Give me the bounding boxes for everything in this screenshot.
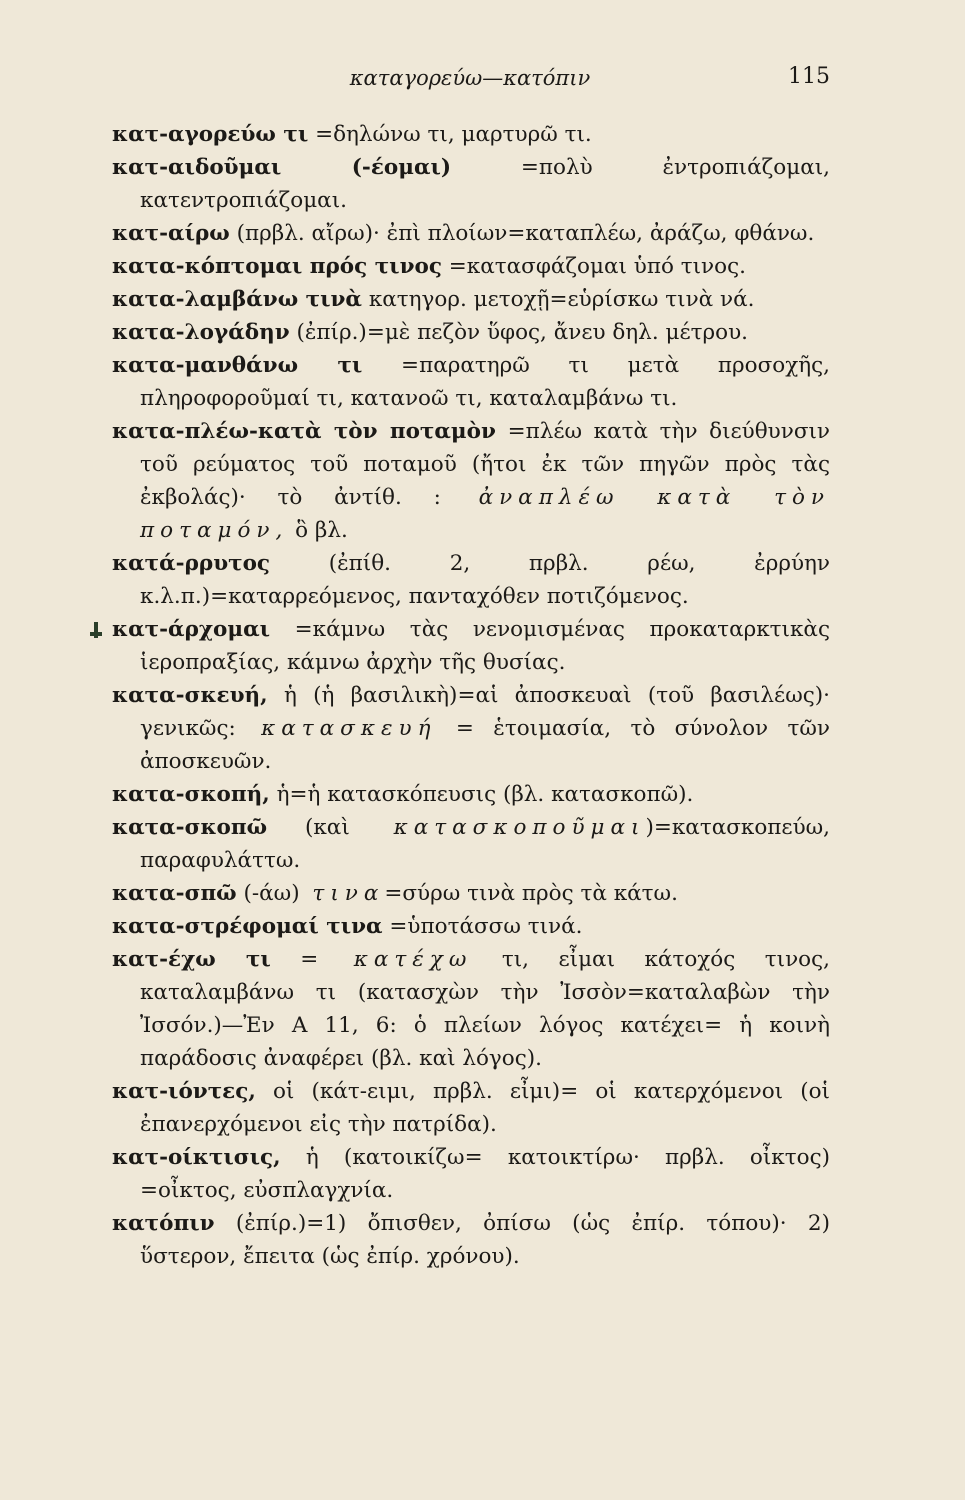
- entry-lemma: κατ-αγορεύω τι: [112, 122, 309, 147]
- dictionary-entry: [112, 943, 830, 1075]
- entry-lemma: κατα-λαμβάνω τινὰ: [112, 287, 362, 312]
- dictionary-entry: [112, 118, 830, 151]
- entry-lemma: κατ-έχω τι: [112, 947, 271, 972]
- entry-definition-tail: =σύρω τινὰ πρὸς τὰ κάτω.: [384, 881, 678, 906]
- entry-definition: (πρβλ. αἴρω)· ἐπὶ πλοίων=καταπλέω, ἀράζω, φθάνω.: [229, 221, 815, 246]
- dictionary-entry: [112, 811, 830, 877]
- dictionary-entry: [112, 316, 830, 349]
- entry-definition: (-άω): [236, 881, 300, 906]
- entry-definition: =πολὺ ἐντροπιάζομαι, κατεντροπιάζομαι.: [140, 155, 830, 213]
- entry-definition-tail: ὃ βλ.: [288, 518, 348, 543]
- entry-definition: ἡ (ἡ βασιλικὴ)=αἱ ἀποσκευαὶ (τοῦ βασιλέως)· γενικῶς:: [140, 683, 830, 741]
- dictionary-entry: [112, 613, 830, 679]
- entry-lemma: κατα-σπῶ: [112, 881, 237, 906]
- dictionary-entry: [112, 283, 830, 316]
- entry-lemma: κατ-αιδοῦμαι (-έομαι): [112, 155, 452, 180]
- entry-definition: κατηγορ. μετοχῇ=εὑρίσκω τινὰ νά.: [361, 287, 755, 312]
- dictionary-entry: [112, 778, 830, 811]
- dictionary-entry: [112, 217, 830, 250]
- entry-definition: =ὑποτάσσω τινά.: [382, 914, 583, 939]
- entry-lemma: κατ-ιόντες,: [112, 1079, 256, 1104]
- entry-definition: =: [270, 947, 319, 972]
- entry-definition-tail: τι, εἶμαι κάτοχός τινος, καταλαμβάνω τι (κατασχὼν τὴν Ἰσσὸν=καταλαβὼν τὴν Ἰσσόν.)—Ἐν Α 11, 6: ὁ πλείων λόγος κατέχει= ἡ κοινὴ παράδοσις ἀναφέρει (βλ. καὶ λόγος).: [140, 947, 830, 1071]
- dictionary-entry: [112, 1075, 830, 1141]
- entry-definition: (ἐπίρ.)=1) ὄπισθεν, ὀπίσω (ὡς ἐπίρ. τόπου)· 2) ὕστερον, ἔπειτα (ὡς ἐπίρ. χρόνου).: [140, 1211, 830, 1269]
- entry-lemma: κατα-σκοπῶ: [112, 815, 268, 840]
- entry-lemma: κατα-σκευή,: [112, 683, 268, 708]
- entry-lemma: κατ-αίρω: [112, 221, 230, 246]
- page-number: 115: [788, 64, 830, 89]
- dictionary-entry: [112, 415, 830, 547]
- entry-lemma: κατα-στρέφομαί τινα: [112, 914, 383, 939]
- entry-definition: =δηλώνω τι, μαρτυρῶ τι.: [308, 122, 592, 147]
- dictionary-entry: [112, 877, 830, 910]
- dictionary-entry: [112, 1141, 830, 1207]
- entry-definition-tail: )=κατασκοπεύω, παραφυλάττω.: [140, 815, 831, 873]
- entry-spaced-text: τινα: [299, 881, 385, 906]
- entry-definition: ἡ=ἡ κατασκόπευσις (βλ. κατασκοπῶ).: [269, 782, 694, 807]
- entry-spaced-text: ἀναπλέω κατὰ τὸν ποταμόν,: [140, 485, 830, 543]
- dictionary-entry: [112, 151, 830, 217]
- dictionary-entries: [112, 118, 830, 1273]
- dictionary-entry: [112, 250, 830, 283]
- entry-lemma: κατα-μανθάνω τι: [112, 353, 363, 378]
- entry-lemma: κατά-ρρυτος: [112, 551, 271, 576]
- dictionary-entry: [112, 910, 830, 943]
- entry-lemma: κατα-λογάδην: [112, 320, 290, 345]
- entry-definition: οἱ (κάτ-ειμι, πρβλ. εἶμι)= οἱ κατερχόμενοι (οἱ ἐπανερχόμενοι εἰς τὴν πατρίδα).: [140, 1079, 830, 1137]
- entry-definition-tail: = ἑτοιμασία, τὸ σύνολον τῶν ἀποσκευῶν.: [140, 716, 830, 774]
- dictionary-entry: [112, 349, 830, 415]
- entry-definition: =παρατηρῶ τι μετὰ προσοχῆς, πληροφοροῦμαί τι, κατανοῶ τι, καταλαμβάνω τι.: [140, 353, 830, 411]
- entry-definition: (καὶ: [267, 815, 350, 840]
- running-head: καταγορεύω—κατόπιν: [349, 66, 591, 90]
- entry-definition: =κατασφάζομαι ὑπό τινος.: [441, 254, 746, 279]
- margin-marker-icon: [90, 622, 104, 638]
- entry-lemma: κατα-κόπτομαι πρός τινος: [112, 254, 442, 279]
- dictionary-entry: [112, 1207, 830, 1273]
- dictionary-entry: [112, 679, 830, 778]
- entry-lemma: κατα-πλέω-κατὰ τὸν ποταμὸν: [112, 419, 496, 444]
- dictionary-entry: [112, 547, 830, 613]
- entry-spaced-text: κατασκοποῦμαι: [349, 815, 646, 840]
- entry-lemma: κατόπιν: [112, 1211, 215, 1236]
- entry-definition: ἡ (κατοικίζω= κατοικτίρω· πρβλ. οἶκτος) =οἶκτος, εὐσπλαγχνία.: [140, 1145, 830, 1203]
- entry-lemma: κατ-οίκτισις,: [112, 1145, 281, 1170]
- entry-lemma: κατα-σκοπή,: [112, 782, 270, 807]
- entry-spaced-text: κατέχω: [318, 947, 473, 972]
- entry-definition: (ἐπίρ.)=μὲ πεζὸν ὕφος, ἄνευ δηλ. μέτρου.: [289, 320, 748, 345]
- entry-lemma: κατ-άρχομαι: [112, 617, 271, 642]
- entry-definition: =κάμνω τὰς νενομισμένας προκαταρκτικὰς ἱεροπραξίας, κάμνω ἀρχὴν τῆς θυσίας.: [140, 617, 830, 675]
- entry-definition: =πλέω κατὰ τὴν διεύθυνσιν τοῦ ρεύματος τοῦ ποταμοῦ (ἤτοι ἐκ τῶν πηγῶν πρὸς τὰς ἐκβολάς)· τὸ ἀντίθ. :: [140, 419, 830, 510]
- entry-spaced-text: κατασκευή: [235, 716, 437, 741]
- page-header: [110, 62, 830, 96]
- entry-definition: (ἐπίθ. 2, πρβλ. ρέω, ἐρρύην κ.λ.π.)=καταρρεόμενος, πανταχόθεν ποτιζόμενος.: [140, 551, 830, 609]
